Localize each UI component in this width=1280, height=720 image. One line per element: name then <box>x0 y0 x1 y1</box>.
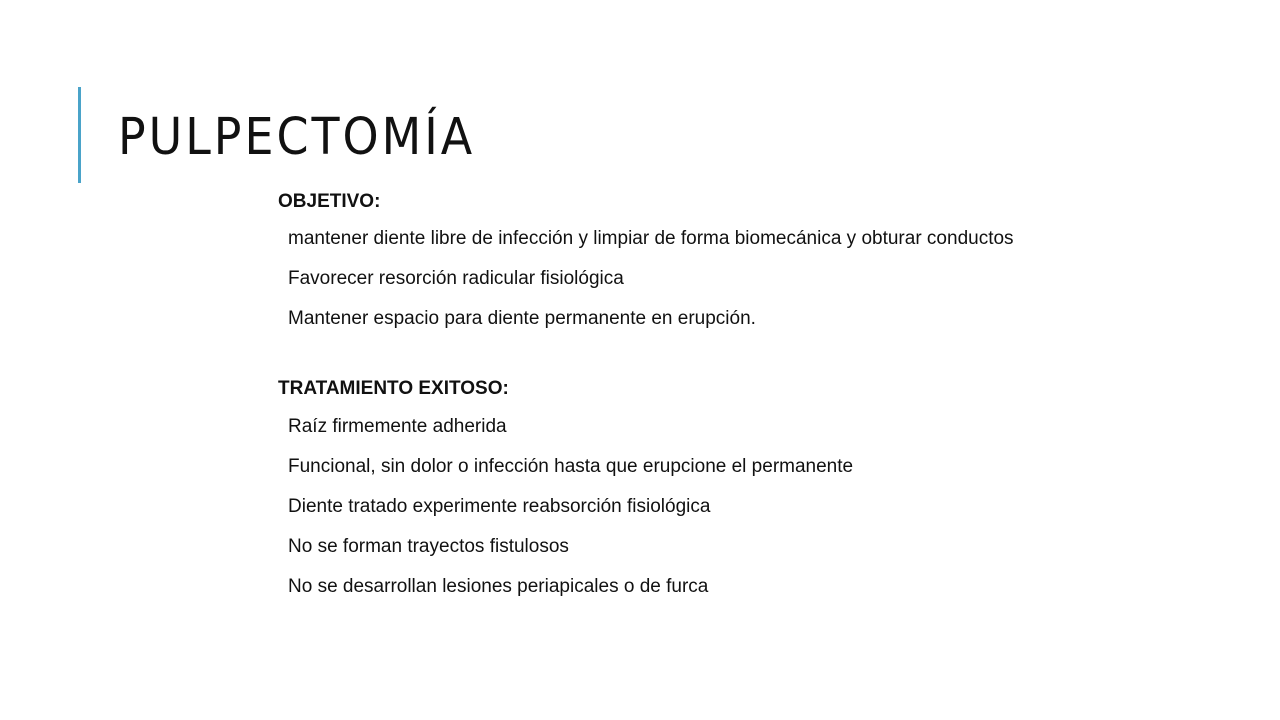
list-item: mantener diente libre de infección y limpiar de forma biomecánica y obturar conductos <box>288 228 1014 249</box>
list-item: Diente tratado experimente reabsorción fisiológica <box>288 496 711 517</box>
slide-body <box>278 188 1178 599</box>
list-item: Favorecer resorción radicular fisiológica <box>288 268 624 289</box>
list-item: No se forman trayectos fistulosos <box>288 536 569 557</box>
list-item: Raíz firmemente adherida <box>288 416 507 437</box>
list-item: Funcional, sin dolor o infección hasta que erupcione el permanente <box>288 456 854 477</box>
section-heading-tratamiento: TRATAMIENTO EXITOSO: <box>278 378 509 399</box>
section-objetivo <box>278 188 1178 331</box>
tratamiento-list <box>278 415 1178 599</box>
slide-title: PULPECTOMÍA <box>118 108 476 167</box>
objetivo-list <box>278 227 1178 331</box>
section-tratamiento-exitoso <box>278 375 1178 599</box>
list-item: No se desarrollan lesiones periapicales o de furca <box>288 576 709 597</box>
list-item: Mantener espacio para diente permanente en erupción. <box>288 308 756 329</box>
title-accent-bar <box>78 87 81 183</box>
section-spacer <box>278 331 1178 375</box>
section-heading-objetivo: OBJETIVO: <box>278 191 381 212</box>
